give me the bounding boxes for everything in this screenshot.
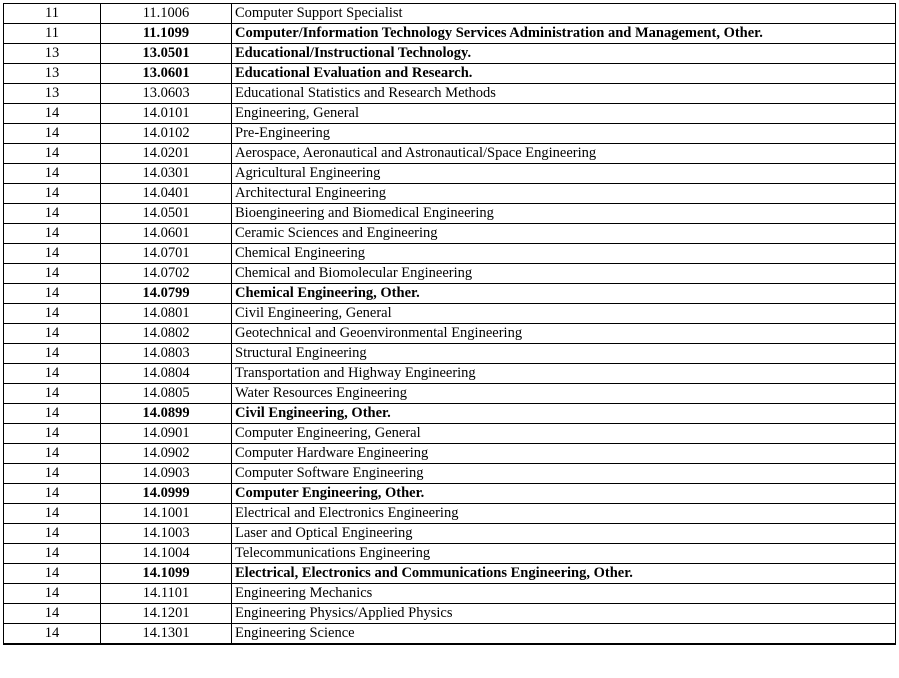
cip-code-cell: 14.0899 <box>101 404 232 424</box>
table-row <box>4 24 896 44</box>
cip-code-cell: 14.0702 <box>101 264 232 284</box>
cip-code-cell: 14.0803 <box>101 344 232 364</box>
table-row <box>4 424 896 444</box>
cip-title-cell: Electrical, Electronics and Communications Engineering, Other. <box>232 564 896 584</box>
cip-title-cell: Architectural Engineering <box>232 184 896 204</box>
cip-family-cell: 14 <box>4 404 101 424</box>
cip-code-cell: 14.1301 <box>101 624 232 645</box>
cip-family-cell: 14 <box>4 124 101 144</box>
cip-family-cell: 14 <box>4 364 101 384</box>
cip-title-cell: Aerospace, Aeronautical and Astronautical/Space Engineering <box>232 144 896 164</box>
cip-title-cell: Laser and Optical Engineering <box>232 524 896 544</box>
cip-code-cell: 14.0701 <box>101 244 232 264</box>
cip-family-cell: 14 <box>4 184 101 204</box>
cip-title-cell: Engineering Mechanics <box>232 584 896 604</box>
cip-family-cell: 14 <box>4 444 101 464</box>
cip-title-cell: Structural Engineering <box>232 344 896 364</box>
cip-code-cell: 14.0802 <box>101 324 232 344</box>
cip-family-cell: 14 <box>4 224 101 244</box>
table-row <box>4 204 896 224</box>
cip-family-cell: 14 <box>4 464 101 484</box>
table-row <box>4 244 896 264</box>
cip-family-cell: 14 <box>4 324 101 344</box>
cip-family-cell: 14 <box>4 384 101 404</box>
cip-family-cell: 14 <box>4 204 101 224</box>
cip-code-cell: 13.0603 <box>101 84 232 104</box>
table-row <box>4 124 896 144</box>
cip-title-cell: Engineering, General <box>232 104 896 124</box>
cip-family-cell: 14 <box>4 564 101 584</box>
table-row <box>4 484 896 504</box>
cip-code-cell: 13.0601 <box>101 64 232 84</box>
cip-title-cell: Chemical Engineering, Other. <box>232 284 896 304</box>
cip-family-cell: 14 <box>4 284 101 304</box>
cip-family-cell: 14 <box>4 504 101 524</box>
cip-family-cell: 13 <box>4 44 101 64</box>
cip-title-cell: Chemical and Biomolecular Engineering <box>232 264 896 284</box>
cip-family-cell: 14 <box>4 264 101 284</box>
cip-title-cell: Ceramic Sciences and Engineering <box>232 224 896 244</box>
table-row <box>4 44 896 64</box>
cip-code-cell: 14.1001 <box>101 504 232 524</box>
cip-code-cell: 14.1004 <box>101 544 232 564</box>
cip-code-cell: 14.0601 <box>101 224 232 244</box>
cip-title-cell: Civil Engineering, Other. <box>232 404 896 424</box>
cip-family-cell: 14 <box>4 244 101 264</box>
table-row <box>4 384 896 404</box>
cip-code-cell: 14.1003 <box>101 524 232 544</box>
table-row <box>4 84 896 104</box>
cip-title-cell: Engineering Physics/Applied Physics <box>232 604 896 624</box>
cip-code-table <box>3 3 896 645</box>
table-row <box>4 464 896 484</box>
table-row <box>4 584 896 604</box>
cip-family-cell: 11 <box>4 24 101 44</box>
cip-code-cell: 11.1099 <box>101 24 232 44</box>
cip-title-cell: Electrical and Electronics Engineering <box>232 504 896 524</box>
cip-code-cell: 14.0902 <box>101 444 232 464</box>
cip-family-cell: 14 <box>4 424 101 444</box>
cip-title-cell: Engineering Science <box>232 624 896 645</box>
cip-code-cell: 14.1201 <box>101 604 232 624</box>
cip-family-cell: 14 <box>4 604 101 624</box>
cip-code-cell: 14.0301 <box>101 164 232 184</box>
cip-code-cell: 14.0201 <box>101 144 232 164</box>
cip-family-cell: 14 <box>4 344 101 364</box>
table-row <box>4 504 896 524</box>
cip-family-cell: 14 <box>4 304 101 324</box>
table-row <box>4 444 896 464</box>
table-row <box>4 404 896 424</box>
cip-family-cell: 14 <box>4 544 101 564</box>
cip-family-cell: 11 <box>4 4 101 24</box>
cip-family-cell: 14 <box>4 584 101 604</box>
table-row <box>4 224 896 244</box>
table-row <box>4 544 896 564</box>
cip-title-cell: Computer/Information Technology Services Administration and Management, Other. <box>232 24 896 44</box>
cip-code-cell: 14.0804 <box>101 364 232 384</box>
cip-title-cell: Civil Engineering, General <box>232 304 896 324</box>
cip-code-cell: 14.1101 <box>101 584 232 604</box>
table-row <box>4 284 896 304</box>
cip-code-cell: 14.0501 <box>101 204 232 224</box>
table-row <box>4 144 896 164</box>
cip-title-cell: Computer Hardware Engineering <box>232 444 896 464</box>
cip-title-cell: Educational Statistics and Research Methods <box>232 84 896 104</box>
cip-title-cell: Bioengineering and Biomedical Engineering <box>232 204 896 224</box>
cip-family-cell: 14 <box>4 164 101 184</box>
table-row <box>4 344 896 364</box>
cip-title-cell: Educational Evaluation and Research. <box>232 64 896 84</box>
cip-title-cell: Agricultural Engineering <box>232 164 896 184</box>
table-row <box>4 104 896 124</box>
table-row <box>4 264 896 284</box>
cip-title-cell: Chemical Engineering <box>232 244 896 264</box>
cip-code-cell: 14.0799 <box>101 284 232 304</box>
table-row <box>4 184 896 204</box>
cip-code-cell: 14.0801 <box>101 304 232 324</box>
cip-family-cell: 13 <box>4 64 101 84</box>
cip-title-cell: Geotechnical and Geoenvironmental Engineering <box>232 324 896 344</box>
table-row <box>4 624 896 645</box>
cip-code-cell: 14.0805 <box>101 384 232 404</box>
table-row <box>4 604 896 624</box>
cip-family-cell: 14 <box>4 524 101 544</box>
cip-code-cell: 14.0102 <box>101 124 232 144</box>
table-row <box>4 364 896 384</box>
cip-family-cell: 13 <box>4 84 101 104</box>
table-row <box>4 164 896 184</box>
table-body <box>4 4 896 645</box>
cip-family-cell: 14 <box>4 144 101 164</box>
cip-code-cell: 14.0903 <box>101 464 232 484</box>
table-row <box>4 4 896 24</box>
cip-code-cell: 14.0999 <box>101 484 232 504</box>
table-row <box>4 564 896 584</box>
cip-title-cell: Computer Engineering, General <box>232 424 896 444</box>
cip-family-cell: 14 <box>4 104 101 124</box>
cip-family-cell: 14 <box>4 624 101 645</box>
cip-title-cell: Pre-Engineering <box>232 124 896 144</box>
cip-code-cell: 14.0101 <box>101 104 232 124</box>
table-row <box>4 304 896 324</box>
cip-title-cell: Computer Engineering, Other. <box>232 484 896 504</box>
cip-title-cell: Computer Software Engineering <box>232 464 896 484</box>
cip-code-cell: 14.0401 <box>101 184 232 204</box>
cip-code-cell: 13.0501 <box>101 44 232 64</box>
cip-code-cell: 11.1006 <box>101 4 232 24</box>
table-row <box>4 524 896 544</box>
table-row <box>4 324 896 344</box>
cip-title-cell: Water Resources Engineering <box>232 384 896 404</box>
cip-title-cell: Educational/Instructional Technology. <box>232 44 896 64</box>
cip-code-cell: 14.1099 <box>101 564 232 584</box>
cip-title-cell: Computer Support Specialist <box>232 4 896 24</box>
cip-title-cell: Telecommunications Engineering <box>232 544 896 564</box>
cip-title-cell: Transportation and Highway Engineering <box>232 364 896 384</box>
cip-family-cell: 14 <box>4 484 101 504</box>
table-row <box>4 64 896 84</box>
cip-code-cell: 14.0901 <box>101 424 232 444</box>
